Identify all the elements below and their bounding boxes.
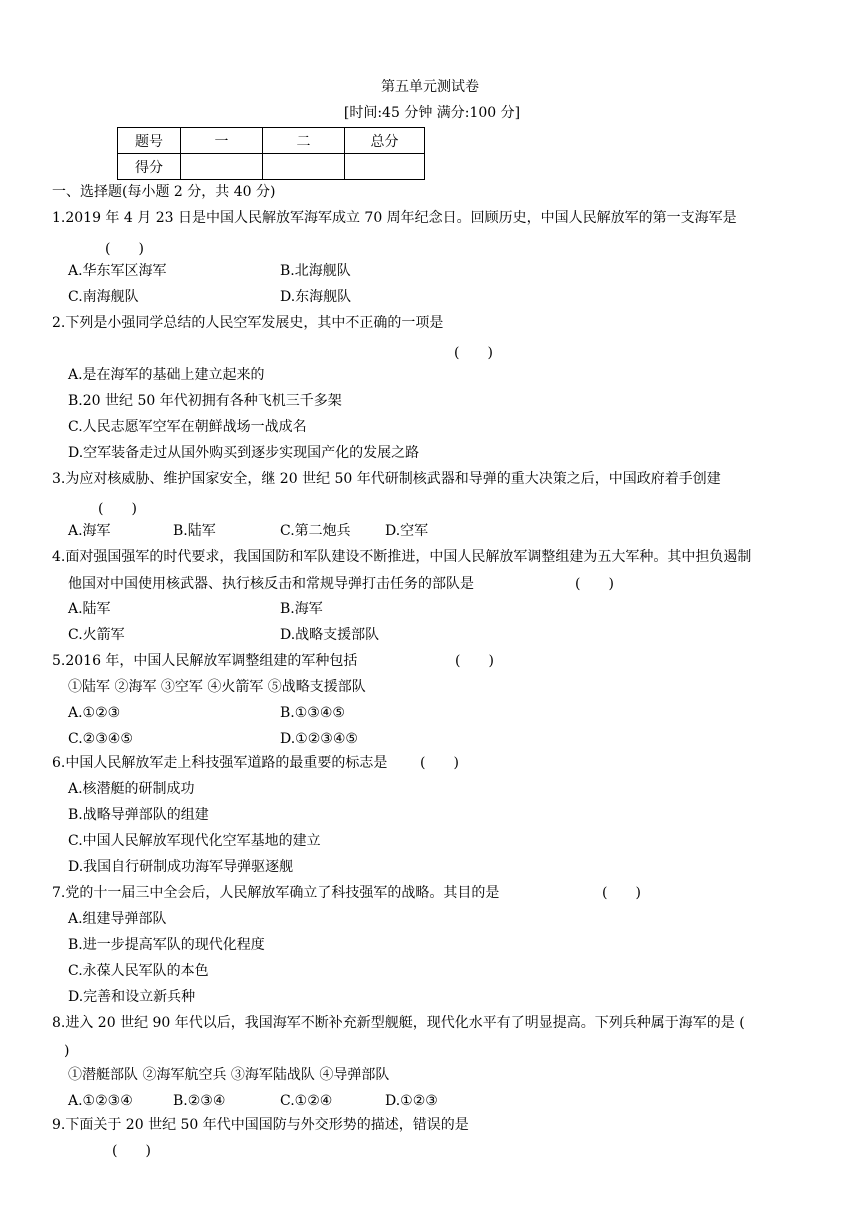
question-items: ①潜艇部队 ②海军航空兵 ③海军陆战队 ④导弹部队 [68,1067,390,1083]
exam-time-info: [时间:45 分钟 满分:100 分] [343,105,521,121]
answer-bracket: ( ) [105,241,144,257]
question-stem: 9.下面关于 20 世纪 50 年代中国国防与外交形势的描述，错误的是 [52,1117,469,1133]
option-d: D.①②③④⑤ [280,731,358,747]
answer-bracket: ( ) [112,1143,151,1159]
question-stem: 6.中国人民解放军走上科技强军道路的最重要的标志是 [52,755,388,771]
answer-bracket: ( ) [420,755,459,771]
score-row-label: 得分 [118,154,181,180]
option-a: A.华东军区海军 [68,263,167,279]
option-b: B.海军 [280,601,323,617]
option-b: B.②③④ [173,1093,226,1109]
option-c: C.南海舰队 [68,289,139,305]
answer-bracket-close: ) [64,1043,70,1059]
answer-bracket: ( ) [575,576,614,592]
option-c: C.②③④⑤ [68,731,133,747]
option-a: A.①②③④ [68,1093,133,1109]
option-b: B.战略导弹部队的组建 [68,807,209,823]
question-stem: 1.2019 年 4 月 23 日是中国人民解放军海军成立 70 周年纪念日。回顾历史，中国人民解放军的第一支海军是 [52,210,737,226]
option-c: C.中国人民解放军现代化空军基地的建立 [68,833,321,849]
question-stem: 7.党的十一届三中全会后，人民解放军确立了科技强军的战略。其目的是 [52,885,500,901]
score-table-header-row [118,128,425,154]
section-heading: 一、选择题(每小题 2 分，共 40 分) [52,184,276,200]
option-b: B.陆军 [173,523,216,539]
score-header-cell: 题号 [118,128,181,154]
option-c: C.第二炮兵 [280,523,351,539]
answer-bracket: ( ) [98,501,137,517]
option-b: B.20 世纪 50 年代初拥有各种飞机三千多架 [68,393,342,409]
option-d: D.空军装备走过从国外购买到逐步实现国产化的发展之路 [68,445,420,461]
option-d: D.东海舰队 [280,289,352,305]
question-stem: 2.下列是小强同学总结的人民空军发展史，其中不正确的一项是 [52,315,444,331]
option-d: D.空军 [385,523,429,539]
question-items: ①陆军 ②海军 ③空军 ④火箭军 ⑤战略支援部队 [68,679,366,695]
option-a: A.①②③ [68,705,121,721]
answer-bracket: ( ) [602,885,641,901]
question-stem: 3.为应对核威胁、维护国家安全，继 20 世纪 50 年代研制核武器和导弹的重大决策之后，中国政府着手创建 [52,471,721,487]
score-cell [181,154,263,180]
score-header-cell: 一 [181,128,263,154]
score-cell [345,154,425,180]
option-a: A.海军 [68,523,111,539]
score-header-cell: 总分 [345,128,425,154]
option-a: A.陆军 [68,601,111,617]
option-a: A.组建导弹部队 [68,911,167,927]
option-c: C.火箭军 [68,627,125,643]
option-a: A.是在海军的基础上建立起来的 [68,367,265,383]
score-header-cell: 二 [263,128,345,154]
option-d: D.我国自行研制成功海军导弹驱逐舰 [68,859,294,875]
page-title: 第五单元测试卷 [381,79,479,95]
question-stem: 4.面对强国强军的时代要求，我国国防和军队建设不断推进，中国人民解放军调整组建为五大军种。其中担负遏制 [52,549,752,565]
option-b: B.进一步提高军队的现代化程度 [68,937,265,953]
option-b: B.北海舰队 [280,263,351,279]
question-stem: 8.进入 20 世纪 90 年代以后，我国海军不断补充新型舰艇，现代化水平有了明显提高。下列兵种属于海军的是 ( [52,1015,745,1031]
option-a: A.核潜艇的研制成功 [68,781,195,797]
question-stem-continued: 他国对中国使用核武器、执行核反击和常规导弹打击任务的部队是 [68,576,474,592]
option-d: D.战略支援部队 [280,627,380,643]
score-table-score-row [118,154,425,180]
question-stem: 5.2016 年，中国人民解放军调整组建的军种包括 [52,653,358,669]
option-d: D.①②③ [385,1093,438,1109]
option-c: C.永葆人民军队的本色 [68,963,209,979]
option-b: B.①③④⑤ [280,705,345,721]
option-c: C.人民志愿军空军在朝鲜战场一战成名 [68,419,307,435]
option-c: C.①②④ [280,1093,333,1109]
score-table [117,127,425,180]
option-d: D.完善和设立新兵种 [68,989,196,1005]
score-cell [263,154,345,180]
answer-bracket: ( ) [455,653,494,669]
answer-bracket: ( ) [454,345,493,361]
